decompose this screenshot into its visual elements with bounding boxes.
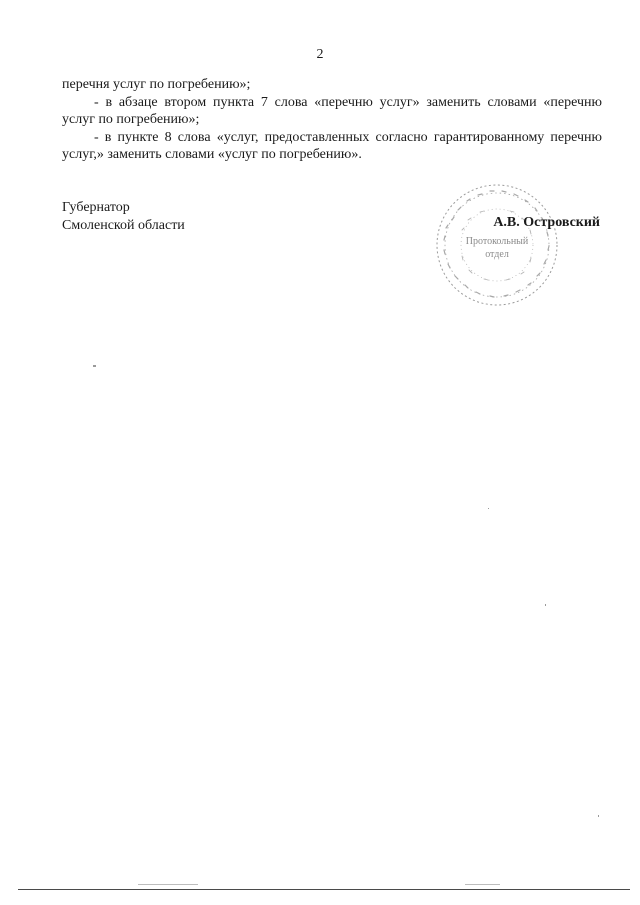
scan-speck [93, 365, 96, 367]
scan-bottom-edge [18, 889, 630, 890]
paragraph-1: перечня услуг по погребению»; [62, 77, 251, 92]
signer-name: А.В. Островский [493, 215, 600, 230]
signer-position-line1: Губернатор [62, 200, 130, 215]
document-body [62, 76, 602, 164]
signature-position [62, 199, 185, 234]
signer-position-line2: Смоленской области [62, 217, 185, 233]
page-number: 2 [316, 47, 324, 62]
stamp-label-line2: отдел [485, 249, 509, 260]
scan-speck [488, 508, 489, 509]
stamp-label-line1: Протокольный [465, 236, 529, 247]
scan-speck [545, 604, 546, 606]
official-stamp [432, 180, 562, 310]
scan-edge-mark [138, 884, 198, 885]
scan-speck [598, 815, 599, 817]
scan-edge-mark [465, 884, 500, 885]
paragraph-2: - в абзаце втором пункта 7 слова «перечню услуг» заменить словами «перечню услуг по погребению»; [62, 94, 602, 127]
paragraph-3: - в пункте 8 слова «услуг, предоставленных согласно гарантированному перечню услуг,» заменить словами «услуг по погребению». [62, 129, 602, 162]
